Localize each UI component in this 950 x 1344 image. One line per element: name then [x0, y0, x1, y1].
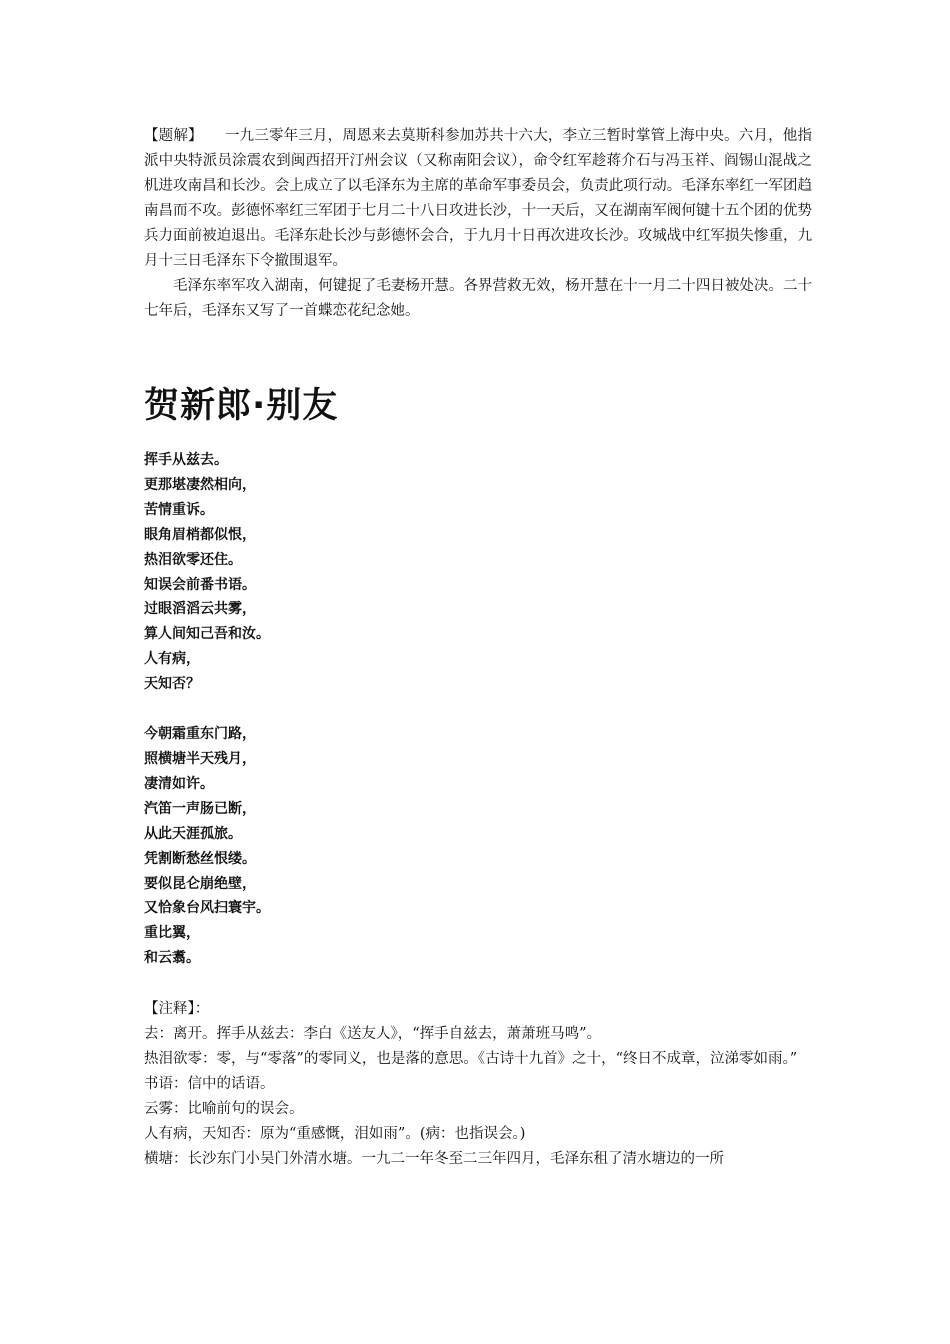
poem-body [144, 448, 812, 971]
poem-line: 天知否？ [144, 676, 200, 693]
poem-line: 知误会前番书语。 [144, 576, 256, 593]
poem-line: 眼角眉梢都似恨， [144, 526, 256, 543]
poem-line: 今朝霜重东门路， [144, 726, 256, 743]
poem-line: 要似昆仑崩绝壁， [144, 875, 256, 892]
poem-line: 过眼滔滔云共雾， [144, 601, 256, 618]
poem-line: 和云翥。 [144, 950, 200, 967]
poem-line: 凭割断愁丝恨缕。 [144, 850, 256, 867]
poem-line: 汽笛一声肠已断， [144, 800, 256, 817]
poem-line: 又恰象台风扫寰宇。 [144, 900, 270, 917]
poem-line: 热泪欲零还住。 [144, 551, 242, 568]
poem-line: 算人间知己吾和汝。 [144, 626, 270, 643]
poem-line: 更那堪凄然相向， [144, 476, 256, 493]
notes-section [144, 997, 812, 1172]
poem-title: 贺新郎·别友 [144, 386, 339, 426]
poem-stanza [144, 722, 812, 971]
poem-line: 重比翼， [144, 925, 200, 942]
intro-section [144, 124, 812, 324]
note-item: 热泪欲零：零，与“零落”的零同义，也是落的意思。《古诗十九首》之十，“终日不成章，泣涕零如雨。” [144, 1051, 798, 1068]
intro-paragraph: 【题解】 一九三零年三月，周恩来去莫斯科参加苏共十六大，李立三暂时掌管上海中央。六月，他指派中央特派员涂震农到闽西招开汀州会议（又称南阳会议），命令红军趁蒋介石与冯玉祥、阎锡山混战之机进攻南昌和长沙。会上成立了以毛泽东为主席的革命军事委员会，负责此项行动。毛泽东率红一军团趋南昌而不攻。彭德怀率红三军团于七月二十八日攻进长沙，十一天后，又在湖南军阀何键十五个团的优势兵力面前被迫退出。毛泽东赴长沙与彭德怀会合，于九月十日再次进攻长沙。攻城战中红军损失惨重，九月十三日毛泽东下令撤围退军。 [144, 128, 812, 269]
poem-line: 照横塘半天残月， [144, 750, 256, 767]
notes-heading: 【注释】： [144, 1001, 210, 1018]
note-item: 云雾：比喻前句的误会。 [144, 1101, 304, 1118]
note-item: 人有病，天知否：原为“重感慨，泪如雨”。(病：也指误会。) [144, 1126, 526, 1143]
poem-stanza [144, 448, 812, 697]
poem-line: 凄清如许。 [144, 775, 214, 792]
poem-line: 人有病， [144, 651, 200, 668]
document-page [144, 124, 812, 1172]
poem-line: 苦情重诉。 [144, 501, 214, 518]
note-item: 去：离开。挥手从兹去：李白《送友人》，“挥手自兹去，萧萧班马鸣”。 [144, 1026, 602, 1043]
note-item: 书语：信中的话语。 [144, 1076, 275, 1093]
poem-line: 挥手从兹去。 [144, 452, 228, 468]
poem-line: 从此天涯孤旅。 [144, 825, 242, 842]
note-item: 横塘：长沙东门小吴门外清水塘。一九二一年冬至二三年四月，毛泽东租了清水塘边的一所 [144, 1151, 724, 1168]
intro-paragraph: 毛泽东率军攻入湖南，何键捉了毛妻杨开慧。各界营救无效，杨开慧在十一月二十四日被处决。二十七年后，毛泽东又写了一首蝶恋花纪念她。 [144, 278, 812, 319]
